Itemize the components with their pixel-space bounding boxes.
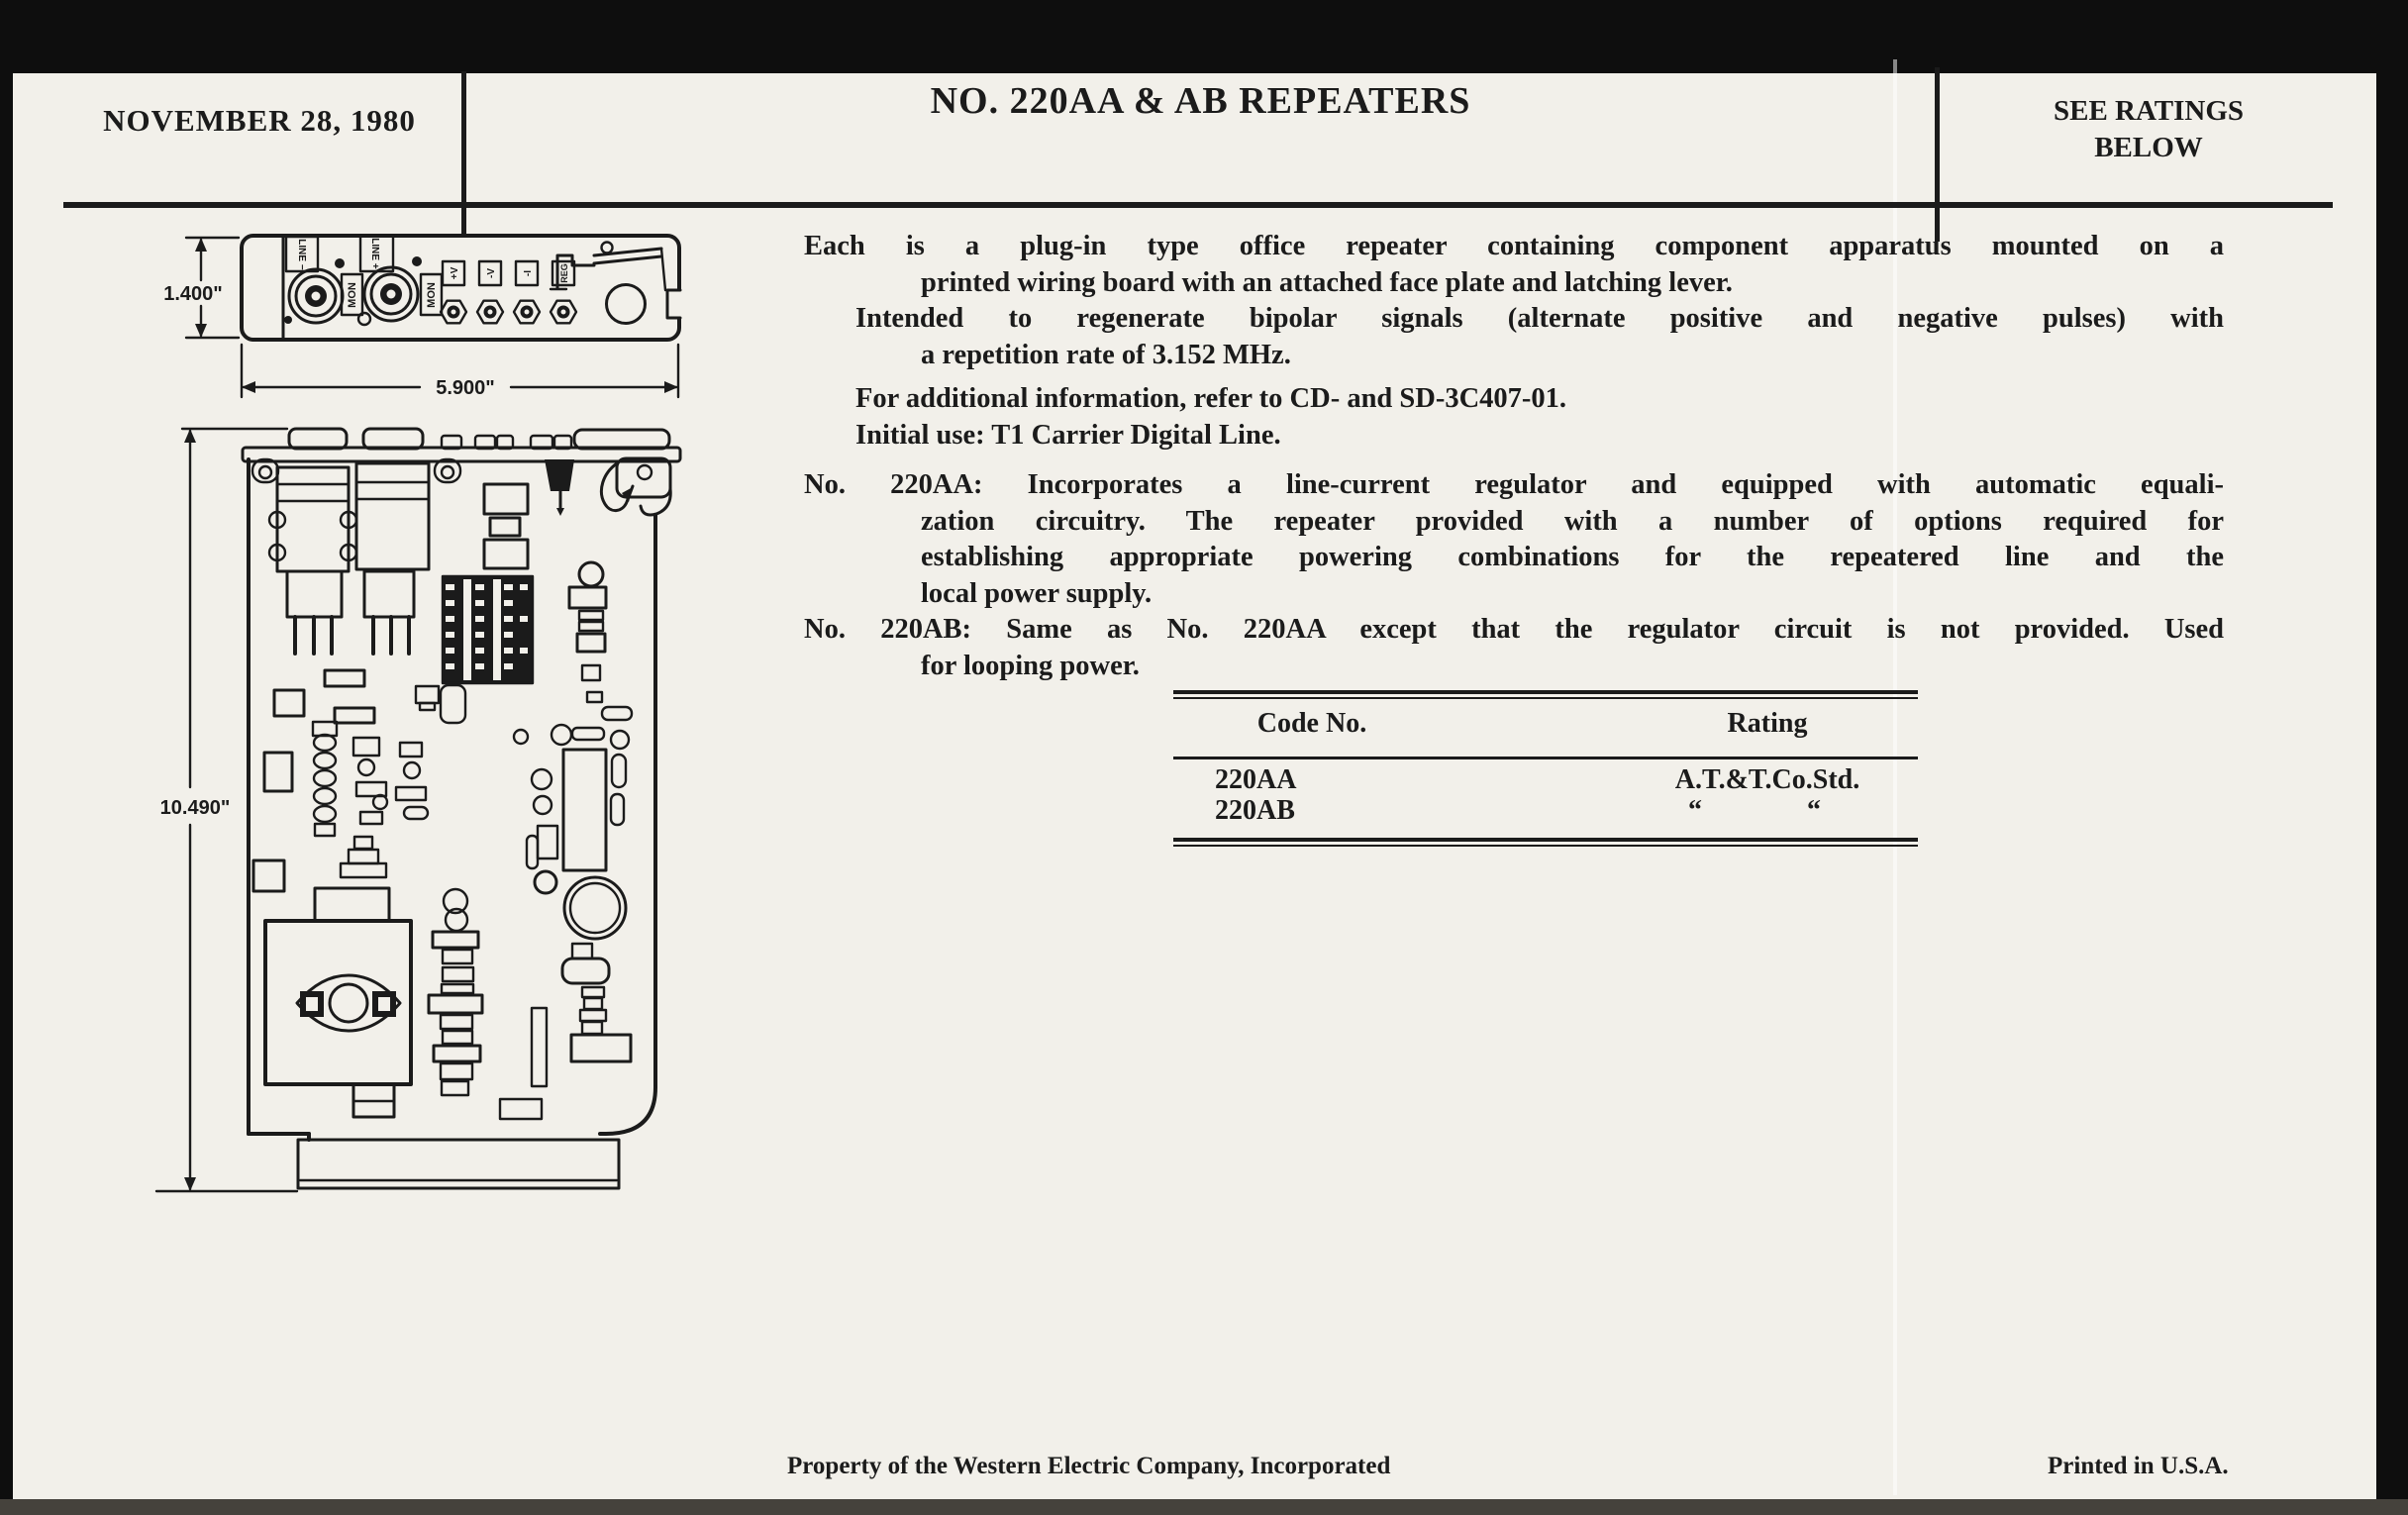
transformer — [269, 467, 356, 654]
table-body — [1173, 759, 1918, 838]
faceplate-drawing — [163, 236, 681, 399]
body-line: Initial use: T1 Carrier Digital Line. — [855, 419, 1281, 451]
dim-label: 5.900" — [436, 377, 495, 399]
body-line: zation circuitry. The repeater provided with a number of options required for — [921, 505, 2224, 537]
transformer — [356, 463, 429, 654]
body-line: Each is a plug-in type office repeater containing component apparatus mounted on a — [804, 231, 2224, 261]
ratings-note — [1970, 93, 2327, 166]
column-header-rating: Rating — [1727, 708, 1808, 739]
table-rule-top — [1173, 690, 1918, 699]
paragraph — [804, 229, 2224, 301]
printed-notice: Printed in U.S.A. — [2048, 1453, 2229, 1479]
body-line: for looping power. — [921, 650, 1140, 681]
body-line: establishing appropriate powering combinations for the repeatered line and the — [921, 542, 2224, 572]
issue-date: NOVEMBER 28, 1980 — [103, 103, 416, 138]
latch-catch — [601, 458, 670, 515]
scan-border-left — [0, 0, 13, 1515]
ditto-mark: “ — [1807, 795, 1821, 826]
repeater-technical-drawing — [139, 223, 693, 1218]
table-header-row — [1173, 699, 1918, 755]
paragraph — [804, 612, 2224, 684]
paragraph — [804, 418, 2224, 454]
dim-faceplate-width — [242, 345, 678, 399]
regulator-module — [265, 888, 411, 1117]
code-cell: 220AA — [1215, 764, 1297, 795]
jack1-label: LINE − — [296, 239, 307, 270]
column-header-code: Code No. — [1256, 708, 1367, 739]
mon-label: MON — [347, 282, 358, 308]
header-divider-left — [461, 71, 466, 234]
scan-border-top — [0, 0, 2408, 73]
table-row — [1173, 795, 1918, 826]
body-line: local power supply. — [921, 577, 1153, 609]
description-text — [804, 229, 2224, 684]
property-notice: Property of the Western Electric Company, Incorporated — [787, 1453, 1391, 1479]
mon-label: MON — [426, 282, 438, 308]
page-title: NO. 220AA & AB REPEATERS — [930, 80, 1471, 122]
header-rule — [63, 202, 2333, 208]
testpoint-label: +V — [450, 266, 460, 280]
body-line: Intended to regenerate bipolar signals (alternate positive and negative pulses) with — [855, 303, 2224, 334]
capacitor-chain — [429, 889, 482, 1095]
dim-label: 1.400" — [163, 283, 223, 305]
table-rule-bottom — [1173, 838, 1918, 847]
paragraph — [804, 381, 2224, 418]
table-row — [1173, 764, 1918, 795]
body-line: printed wiring board with an attached face plate and latching lever. — [921, 266, 1733, 298]
paragraph — [804, 301, 2224, 373]
dim-faceplate-height — [163, 238, 239, 338]
hex-test-jacks — [441, 301, 576, 324]
code-cell: 220AB — [1215, 795, 1295, 826]
body-line: a repetition rate of 3.152 MHz. — [921, 339, 1291, 370]
paragraph — [804, 467, 2224, 612]
jack2-label: LINE + — [369, 238, 380, 269]
scan-border-bottom — [0, 1499, 2408, 1515]
ratings-note-line1: SEE RATINGS — [2053, 95, 2245, 127]
delay-line-block — [443, 576, 533, 683]
testpoint-label: -I — [523, 269, 534, 277]
body-line: For additional information, refer to CD- and SD-3C407-01. — [855, 383, 1567, 414]
header-divider-right — [1935, 67, 1940, 242]
circuit-board-drawing — [149, 429, 680, 1191]
scan-border-right — [2376, 0, 2408, 1515]
rating-cell: A.T.&T.Co.Std. — [1674, 764, 1860, 795]
body-line: No. 220AA: Incorporates a line-current regulator and equipped with automatic equali- — [804, 469, 2224, 500]
coil-chain — [313, 722, 337, 836]
testpoint-label: REG — [559, 263, 569, 283]
testpoint-label: -V — [486, 268, 497, 278]
ditto-mark: “ — [1688, 795, 1702, 826]
ratings-note-line2: BELOW — [2094, 132, 2203, 163]
body-line: No. 220AB: Same as No. 220AA except that the regulator circuit is not provided. Used — [804, 614, 2224, 645]
ratings-table — [1173, 690, 1918, 847]
dim-board-height — [149, 429, 297, 1191]
dim-label: 10.490" — [159, 797, 231, 819]
